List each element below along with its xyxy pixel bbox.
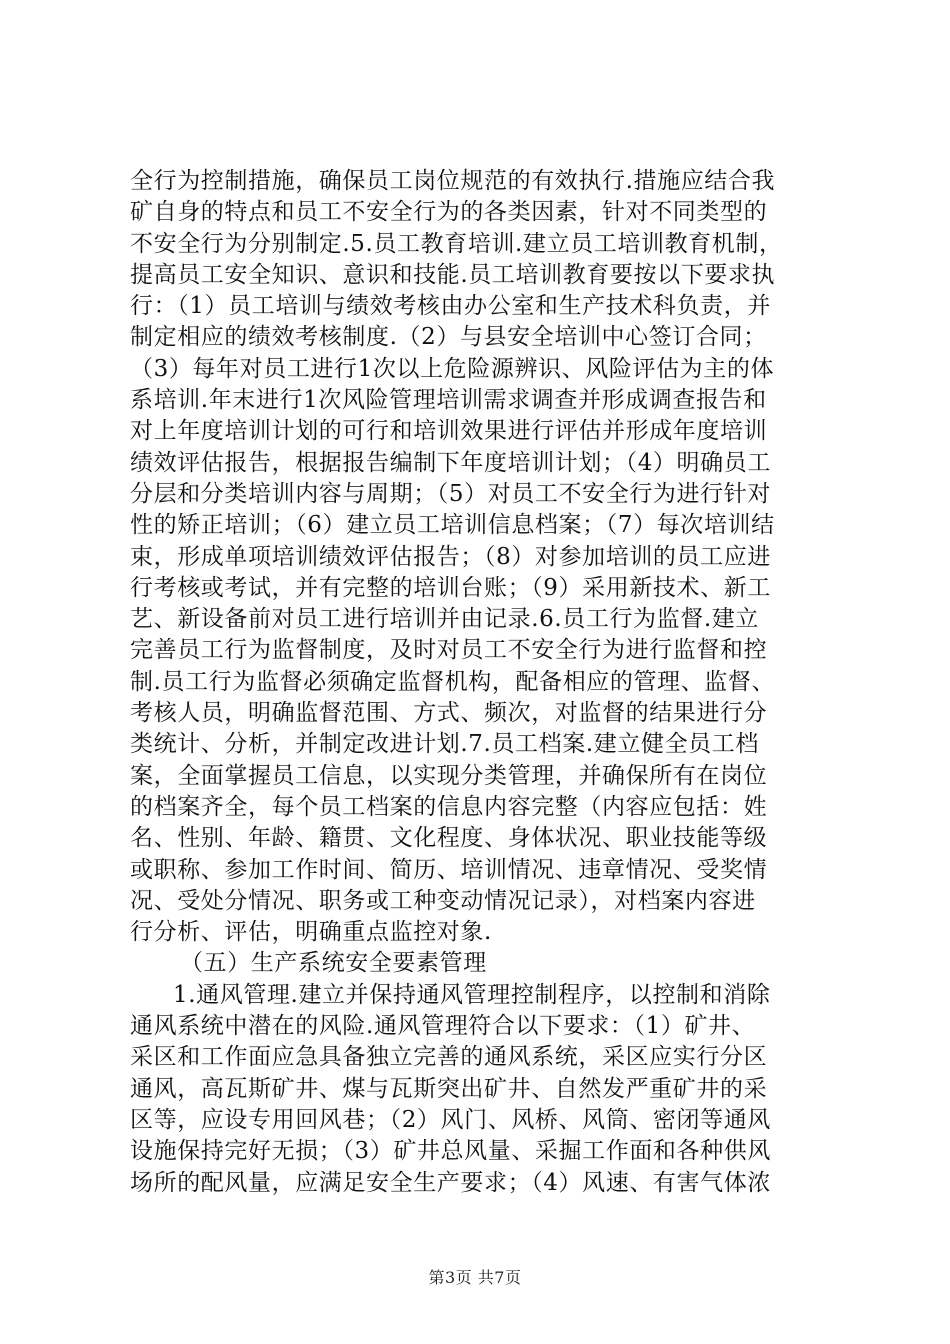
- text-line: 况、受处分情况、职务或工种变动情况记录），对档案内容进: [130, 887, 756, 914]
- text-line: 分层和分类培训内容与周期；（5）对员工不安全行为进行针对: [130, 480, 771, 507]
- text-line: 制.员工行为监督必须确定监督机构，配备相应的管理、监督、: [130, 668, 776, 695]
- text-line: 绩效评估报告，根据报告编制下年度培训计划；（4）明确员工: [130, 449, 771, 476]
- page-number-footer: 第3页 共7页: [428, 1268, 522, 1287]
- text-line: 名、性别、年龄、籍贯、文化程度、身体状况、职业技能等级: [130, 825, 768, 852]
- text-line: 考核人员，明确监督范围、方式、频次，对监督的结果进行分: [130, 700, 768, 727]
- text-line: 系培训.年末进行1次风险管理培训需求调查并形成调查报告和: [130, 387, 767, 414]
- text-line: 区等，应设专用回风巷；（2）风门、风桥、风筒、密闭等通风: [130, 1106, 771, 1133]
- text-line: 提高员工安全知识、意识和技能.员工培训教育要按以下要求执: [130, 261, 776, 288]
- text-line: 性的矫正培训；（6）建立员工培训信息档案；（7）每次培训结: [130, 512, 775, 539]
- text-line: 或职称、参加工作时间、简历、培训情况、违章情况、受奖情: [130, 856, 768, 883]
- text-line: 行考核或考试，并有完整的培训台账；（9）采用新技术、新工: [130, 574, 771, 601]
- text-line: 设施保持完好无损；（3）矿井总风量、采掘工作面和各种供风: [130, 1138, 771, 1165]
- text-line: 通风，高瓦斯矿井、煤与瓦斯突出矿井、自然发严重矿井的采: [130, 1075, 768, 1102]
- text-line: 1.通风管理.建立并保持通风管理控制程序，以控制和消除: [173, 981, 771, 1008]
- body-text: [130, 166, 830, 1199]
- text-line: 对上年度培训计划的可行和培训效果进行评估并形成年度培训: [130, 418, 768, 445]
- text-line: 艺、新设备前对员工进行培训并由记录.6.员工行为监督.建立: [130, 606, 759, 633]
- text-line: 完善员工行为监督制度，及时对员工不安全行为进行监督和控: [130, 637, 768, 664]
- text-line: 行分析、评估，明确重点监控对象.: [130, 919, 492, 946]
- section-heading: （五）生产系统安全要素管理: [180, 950, 487, 977]
- text-line: 案，全面掌握员工信息，以实现分类管理，并确保所有在岗位: [130, 762, 768, 789]
- text-line: 场所的配风量，应满足安全生产要求；（4）风速、有害气体浓: [130, 1169, 771, 1196]
- text-line: （3）每年对员工进行1次以上危险源辨识、风险评估为主的体: [130, 355, 775, 382]
- text-line: 类统计、分析，并制定改进计划.7.员工档案.建立健全员工档: [130, 731, 759, 758]
- text-line: 的档案齐全，每个员工档案的信息内容完整（内容应包括：姓: [130, 793, 768, 820]
- text-line: 矿自身的特点和员工不安全行为的各类因素，针对不同类型的: [130, 199, 768, 226]
- text-line: 全行为控制措施，确保员工岗位规范的有效执行.措施应结合我: [130, 168, 776, 194]
- text-line: 束，形成单项培训绩效评估报告；（8）对参加培训的员工应进: [130, 543, 771, 570]
- text-line: 不安全行为分别制定.5.员工教育培训.建立员工培训教育机制，: [130, 230, 783, 257]
- text-line: 行：（1）员工培训与绩效考核由办公室和生产技术科负责，并: [130, 293, 771, 320]
- text-line: 制定相应的绩效考核制度.（2）与县安全培训中心签订合同；: [130, 324, 767, 351]
- text-line: 通风系统中潜在的风险.通风管理符合以下要求：（1）矿井、: [130, 1013, 756, 1040]
- text-line: 采区和工作面应急具备独立完善的通风系统，采区应实行分区: [130, 1044, 768, 1071]
